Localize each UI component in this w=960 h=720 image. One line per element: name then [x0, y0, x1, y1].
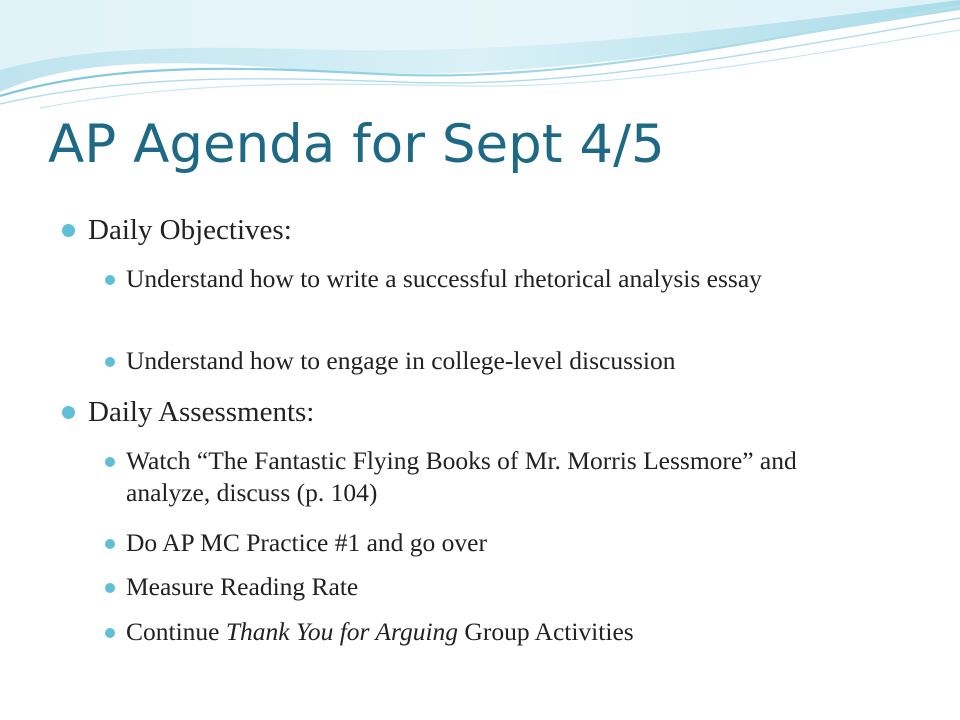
assessment-item-1: Watch “The Fantastic Flying Books of Mr. Morris Lessmore” and analyze, discuss (p. 104): [126, 446, 797, 507]
bullet-icon: [105, 583, 115, 593]
decorative-wave-header: [0, 0, 960, 110]
bullet-icon: [105, 457, 115, 467]
assessment-item-4: [126, 616, 634, 648]
bullet-icon: [105, 275, 115, 285]
section-heading-assessments: Daily Assessments:: [88, 396, 315, 428]
assessment-item-2: Do AP MC Practice #1 and go over: [126, 528, 487, 557]
assessment-item-3: Measure Reading Rate: [126, 572, 359, 601]
assessment-item-4-prefix: Continue: [126, 617, 226, 646]
bullet-icon: [105, 628, 115, 638]
objective-item-2: Understand how to engage in college-level discussion: [126, 346, 676, 375]
objective-item-1: Understand how to write a successful rhetorical analysis essay: [126, 264, 762, 293]
section-heading-objectives: Daily Objectives:: [88, 214, 292, 246]
book-title-italic: Thank You for Arguing: [225, 617, 459, 646]
slide-title: AP Agenda for Sept 4/5: [48, 114, 665, 175]
assessment-item-4-suffix: Group Activities: [458, 617, 634, 646]
bullet-icon: [62, 224, 75, 237]
bullet-icon: [105, 539, 115, 549]
bullet-icon: [62, 406, 75, 419]
bullet-icon: [105, 357, 115, 367]
